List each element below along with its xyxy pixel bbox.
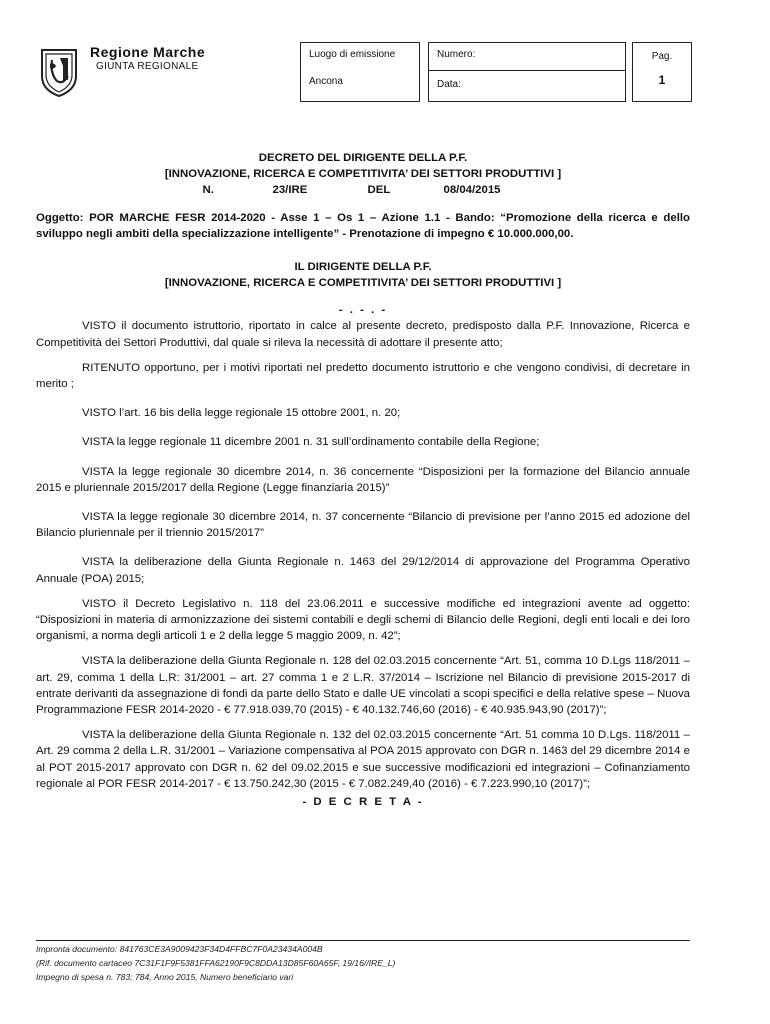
regione-marche-logo-icon — [34, 46, 84, 98]
decree-n-value: 23/IRE — [272, 184, 308, 197]
decree-del-label: DEL — [367, 184, 391, 197]
paragraph: VISTO l’art. 16 bis della legge regionale 15 ottobre 2001, n. 20; — [82, 407, 401, 420]
paragraph: VISTA la legge regionale 30 dicembre 2014, n. 36 concernente “Disposizioni per la formazione del Bilancio annuale 2015 e pluriennale 2015/2017 della Regione (Legge finanziaria 2015)” — [36, 465, 690, 494]
document-footer — [36, 942, 690, 984]
document-body — [36, 150, 690, 810]
heading-office: [INNOVAZIONE, RICERCA E COMPETITIVITA’ DEI SETTORI PRODUTTIVI ] — [164, 277, 562, 290]
decree-date: 08/04/2015 — [443, 184, 501, 197]
numero-data-box — [428, 42, 626, 102]
paragraph: VISTA la deliberazione della Giunta Regionale n. 132 del 02.03.2015 concernente “Art. 51 comma 10 D.Lgs. 118/2011 – Art. 29 comma 2 della L.R. 31/2001 – Variazione compensativa al POA 2015 approvato con DGR n. 1463 del 29 dicembre 2014 e al POT 2015-2017 approvato con DGR n. 62 del 09.02.2015 e sue successive modificazioni ed integrazioni – Cofinanziamento regionale al POR FESR 2014-2017 - € 13.750.242,30 (2015 - € 7.082.249,40 (2016) - € 7.223.990,10 (2017)”; — [36, 729, 690, 790]
luogo-label: Luogo di emissione — [309, 49, 396, 60]
paragraph: VISTA la deliberazione della Giunta Regionale n. 128 del 02.03.2015 concernente “Art. 51, comma 10 D.Lgs 118/2011 – art. 29, comma 1 della L.R: 31/2001 – art. 27 comma 1 e 2 L.R. 37/2014 – Iscrizione nel Bilancio di previsione 2015-2017 di entrate derivanti da assegnazione di fondi da parte dello Stato e dalle UE vincolati a scopi specifici e della relative spese – Nuova Programmazione FESR 2014-2020 - € 77.918.039,70 (2015) - € 40.132.746,60 (2016) - € 40.935.943,90 (2017)”; — [36, 655, 690, 717]
footer-impegno: Impegno di spesa n. 783; 784, Anno 2015, Numero beneficiario vari — [36, 972, 294, 982]
page-number: 1 — [658, 73, 666, 87]
footer-riferimento: (Rif. documento cartaceo 7C31F1F9F5381FFA62190F9C8DDA13D85F60A65F, 19/16//IRE_L) — [36, 958, 396, 968]
decreta-heading: - D E C R E T A - — [302, 796, 424, 809]
luogo-box — [300, 42, 420, 102]
paragraph: VISTO il Decreto Legislativo n. 118 del 23.06.2011 e successive modifiche ed integrazioni avente ad oggetto: “Disposizioni in materia di armonizzazione dei sistemi contabili e degli schemi di Bilancio delle Regioni, degli enti locali e dei loro organismi, a norma degli articoli 1 e 2 della legge 5 maggio 2009, n. 42”; — [36, 597, 690, 643]
numero-label: Numero: — [429, 43, 625, 71]
org-block — [90, 44, 205, 72]
paragraph: VISTA la deliberazione della Giunta Regionale n. 1463 del 29/12/2014 di approvazione del Programma Operativo Annuale (POA) 2015; — [36, 556, 690, 585]
paragraph: RITENUTO opportuno, per i motivi riportati nel predetto documento istruttorio e che vengono condivisi, di decretare in merito ; — [36, 361, 690, 391]
luogo-value: Ancona — [309, 76, 343, 87]
footer-impronta: Impronta documento: 841763CE3A9009423F34D4FFBC7F0A23434A004B — [36, 944, 323, 954]
footer-divider — [36, 940, 690, 941]
decree-title: DECRETO DEL DIRIGENTE DELLA P.F. — [258, 152, 468, 164]
separator: - . - . - — [338, 304, 388, 317]
page-label: Pag. — [651, 51, 673, 62]
decree-office: [INNOVAZIONE, RICERCA E COMPETITIVITA’ DEI SETTORI PRODUTTIVI ] — [164, 168, 562, 181]
paragraph: VISTA la legge regionale 30 dicembre 2014, n. 37 concernente “Bilancio di previsione per l’anno 2015 ed adozione del Bilancio pluriennale per il triennio 2015/2017” — [36, 511, 690, 540]
document-header — [34, 40, 694, 104]
data-label: Data: — [437, 79, 461, 90]
decree-number-row — [36, 182, 690, 198]
paragraph: VISTA la legge regionale 11 dicembre 2001 n. 31 sull’ordinamento contabile della Regione; — [82, 436, 540, 449]
org-name: Regione Marche — [90, 44, 206, 60]
decree-n-label: N. — [202, 184, 214, 197]
org-subtitle: GIUNTA REGIONALE — [96, 61, 199, 72]
page-box — [632, 42, 692, 102]
paragraph: VISTO il documento istruttorio, riportato in calce al presente decreto, predisposto dalla P.F. Innovazione, Ricerca e Competitività dei Settori Produttivi, dal quale si rileva la necessità di adottare il presente atto; — [36, 320, 690, 349]
subject: Oggetto: POR MARCHE FESR 2014-2020 - Asse 1 – Os 1 – Azione 1.1 - Bando: “Promozione della ricerca e dello sviluppo negli ambiti della specializzazione intelligente” - Prenotazione di impegno € 10.000.000,00. — [36, 211, 690, 240]
heading-dirigente: IL DIRIGENTE DELLA P.F. — [294, 261, 432, 274]
